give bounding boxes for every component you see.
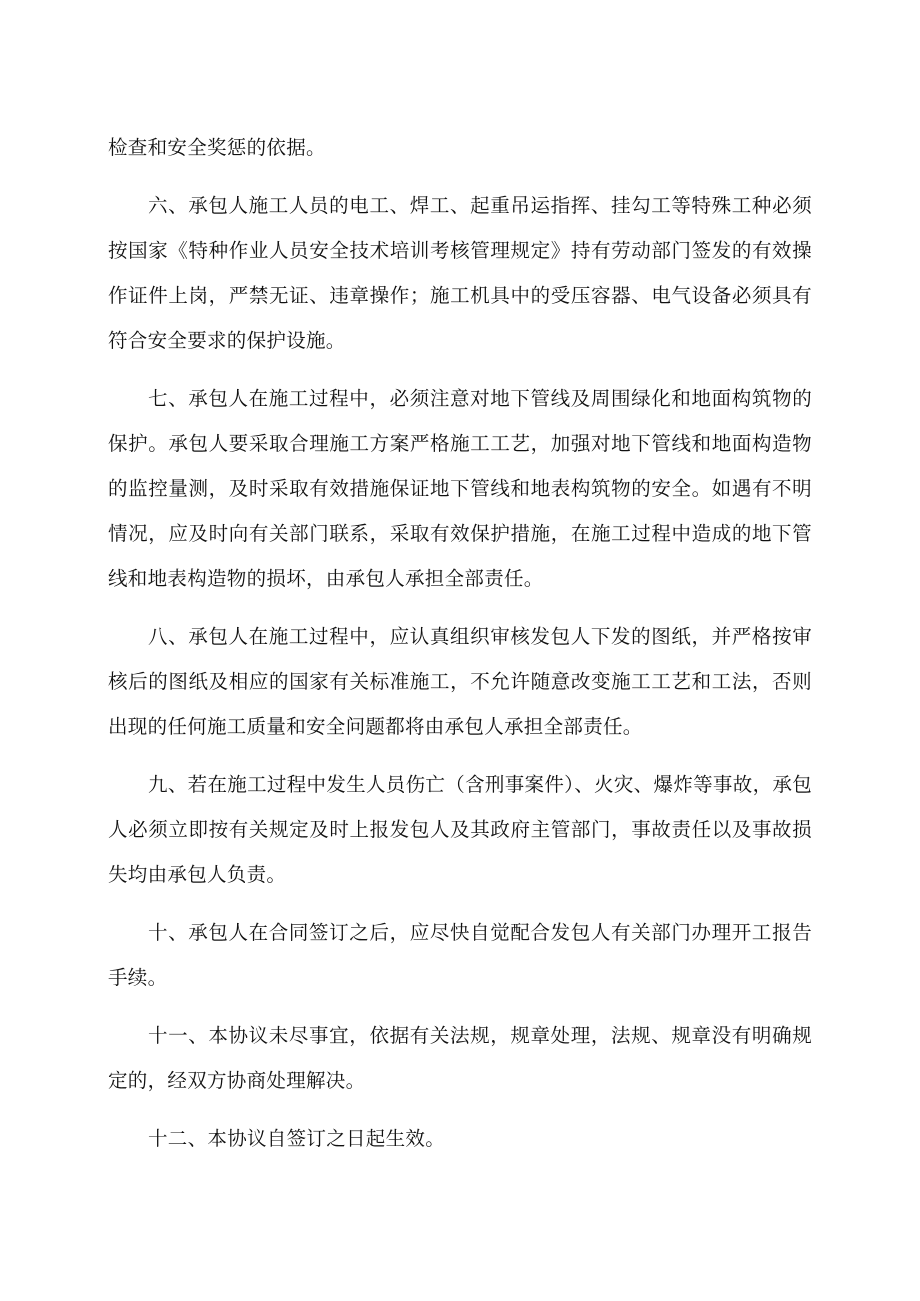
paragraph-clause-7: 七、承包人在施工过程中，必须注意对地下管线及周围绿化和地面构筑物的保护。承包人要采取合理施工方案严格施工工艺，加强对地下管线和地面构造物的监控量测，及时采取有效措施保证地下管线和地表构筑物的安全。如遇有不明情况，应及时向有关部门联系，采取有效保护措施，在施工过程中造成的地下管线和地表构造物的损坏，由承包人承担全部责任。 bbox=[108, 387, 812, 590]
paragraph-clause-10: 十、承包人在合同签订之后，应尽快自觉配合发包人有关部门办理开工报告手续。 bbox=[108, 921, 812, 989]
paragraph-clause-6: 六、承包人施工人员的电工、焊工、起重吊运指挥、挂勾工等特殊工种必须按国家《特种作业人员安全技术培训考核管理规定》持有劳动部门签发的有效操作证件上岗，严禁无证、违章操作；施工机具中的受压容器、电气设备必须具有符合安全要求的保护设施。 bbox=[108, 194, 812, 352]
paragraph-clause-9: 九、若在施工过程中发生人员伤亡（含刑事案件）、火灾、爆炸等事故，承包人必须立即按有关规定及时上报发包人及其政府主管部门，事故责任以及事故损失均由承包人负责。 bbox=[108, 773, 812, 886]
paragraph-clause-8: 八、承包人在施工过程中，应认真组织审核发包人下发的图纸，并严格按审核后的图纸及相应的国家有关标准施工，不允许随意改变施工工艺和工法，否则出现的任何施工质量和安全问题都将由承包人承担全部责任。 bbox=[108, 625, 812, 738]
document-body bbox=[108, 125, 812, 1174]
paragraph-continuation: 检查和安全奖惩的依据。 bbox=[108, 136, 326, 159]
paragraph-clause-11: 十一、本协议未尽事宜，依据有关法规，规章处理，法规、规章没有明确规定的，经双方协商处理解决。 bbox=[108, 1024, 812, 1092]
paragraph-clause-12: 十二、本协议自签订之日起生效。 bbox=[148, 1127, 446, 1150]
